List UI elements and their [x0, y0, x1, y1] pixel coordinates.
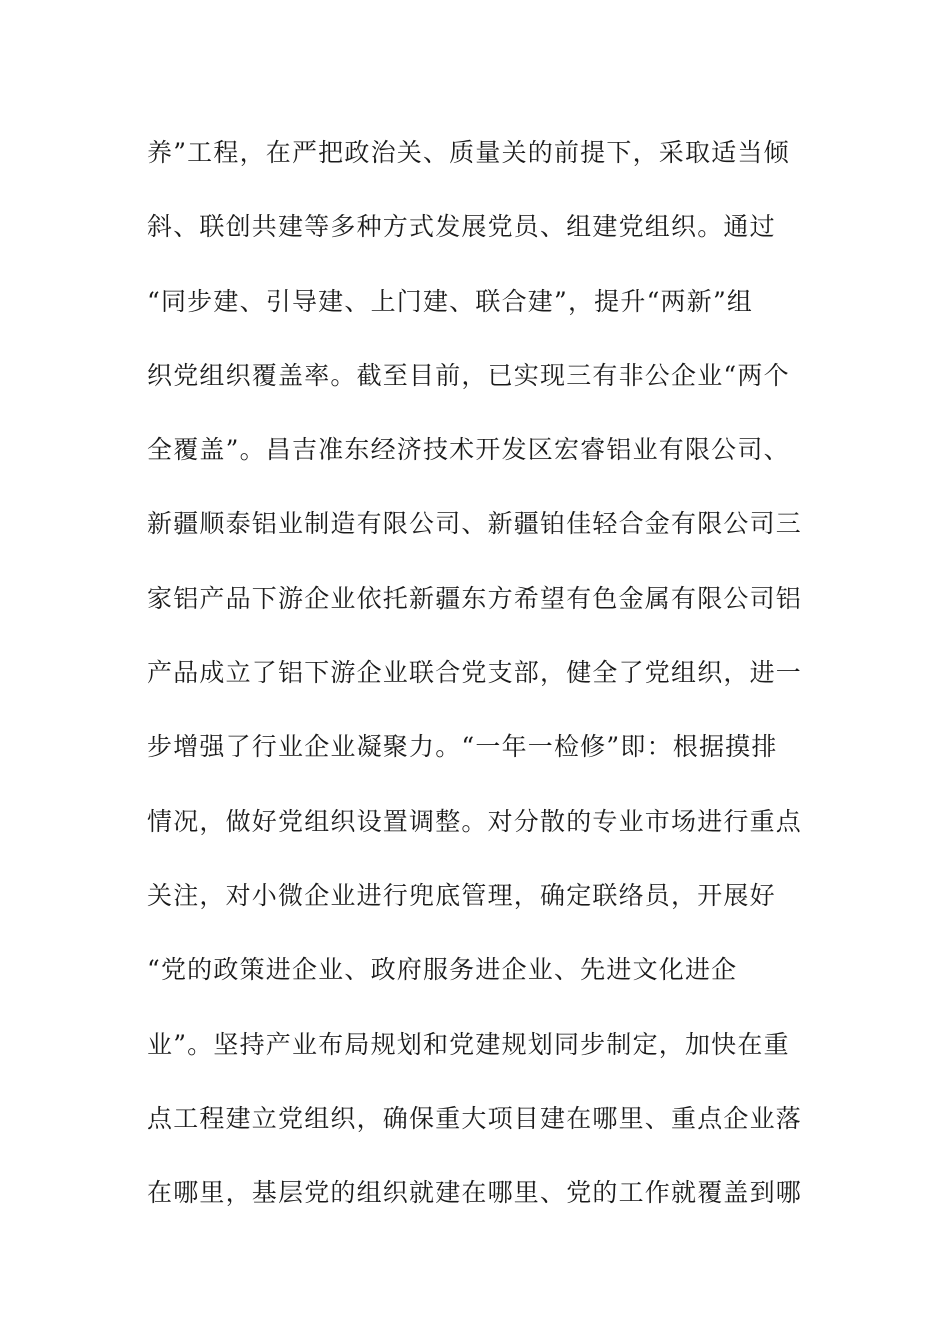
- text-line: 业”。坚持产业布局规划和党建规划同步制定，加快在重: [147, 1029, 790, 1059]
- text-line: “党的政策进企业、政府服务进企业、先进文化进企: [147, 955, 738, 985]
- text-line: 斜、联创共建等多种方式发展党员、组建党组织。通过: [147, 212, 776, 242]
- text-line: 关注，对小微企业进行兜底管理，确定联络员，开展好: [147, 880, 776, 910]
- text-line: 织党组织覆盖率。截至目前，已实现三有非公企业“两个: [147, 360, 790, 390]
- text-line: 在哪里，基层党的组织就建在哪里、党的工作就覆盖到哪: [147, 1178, 803, 1208]
- text-line: 新疆顺泰铝业制造有限公司、新疆铂佳轻合金有限公司三: [147, 509, 803, 539]
- text-line: 产品成立了铝下游企业联合党支部，健全了党组织，进一: [147, 658, 803, 688]
- text-line: 情况，做好党组织设置调整。对分散的专业市场进行重点: [147, 806, 803, 836]
- text-line: 全覆盖”。昌吉准东经济技术开发区宏睿铝业有限公司、: [147, 435, 790, 465]
- text-line: 步增强了行业企业凝聚力。“一年一检修”即：根据摸排: [147, 732, 778, 762]
- text-line: 养”工程，在严把政治关、质量关的前提下，采取适当倾: [147, 138, 790, 167]
- text-line: 点工程建立党组织，确保重大项目建在哪里、重点企业落: [147, 1103, 803, 1133]
- text-line: 家铝产品下游企业依托新疆东方希望有色金属有限公司铝: [147, 583, 803, 613]
- body-text: [147, 128, 803, 1242]
- text-line: “同步建、引导建、上门建、联合建”，提升“两新”组: [147, 286, 754, 316]
